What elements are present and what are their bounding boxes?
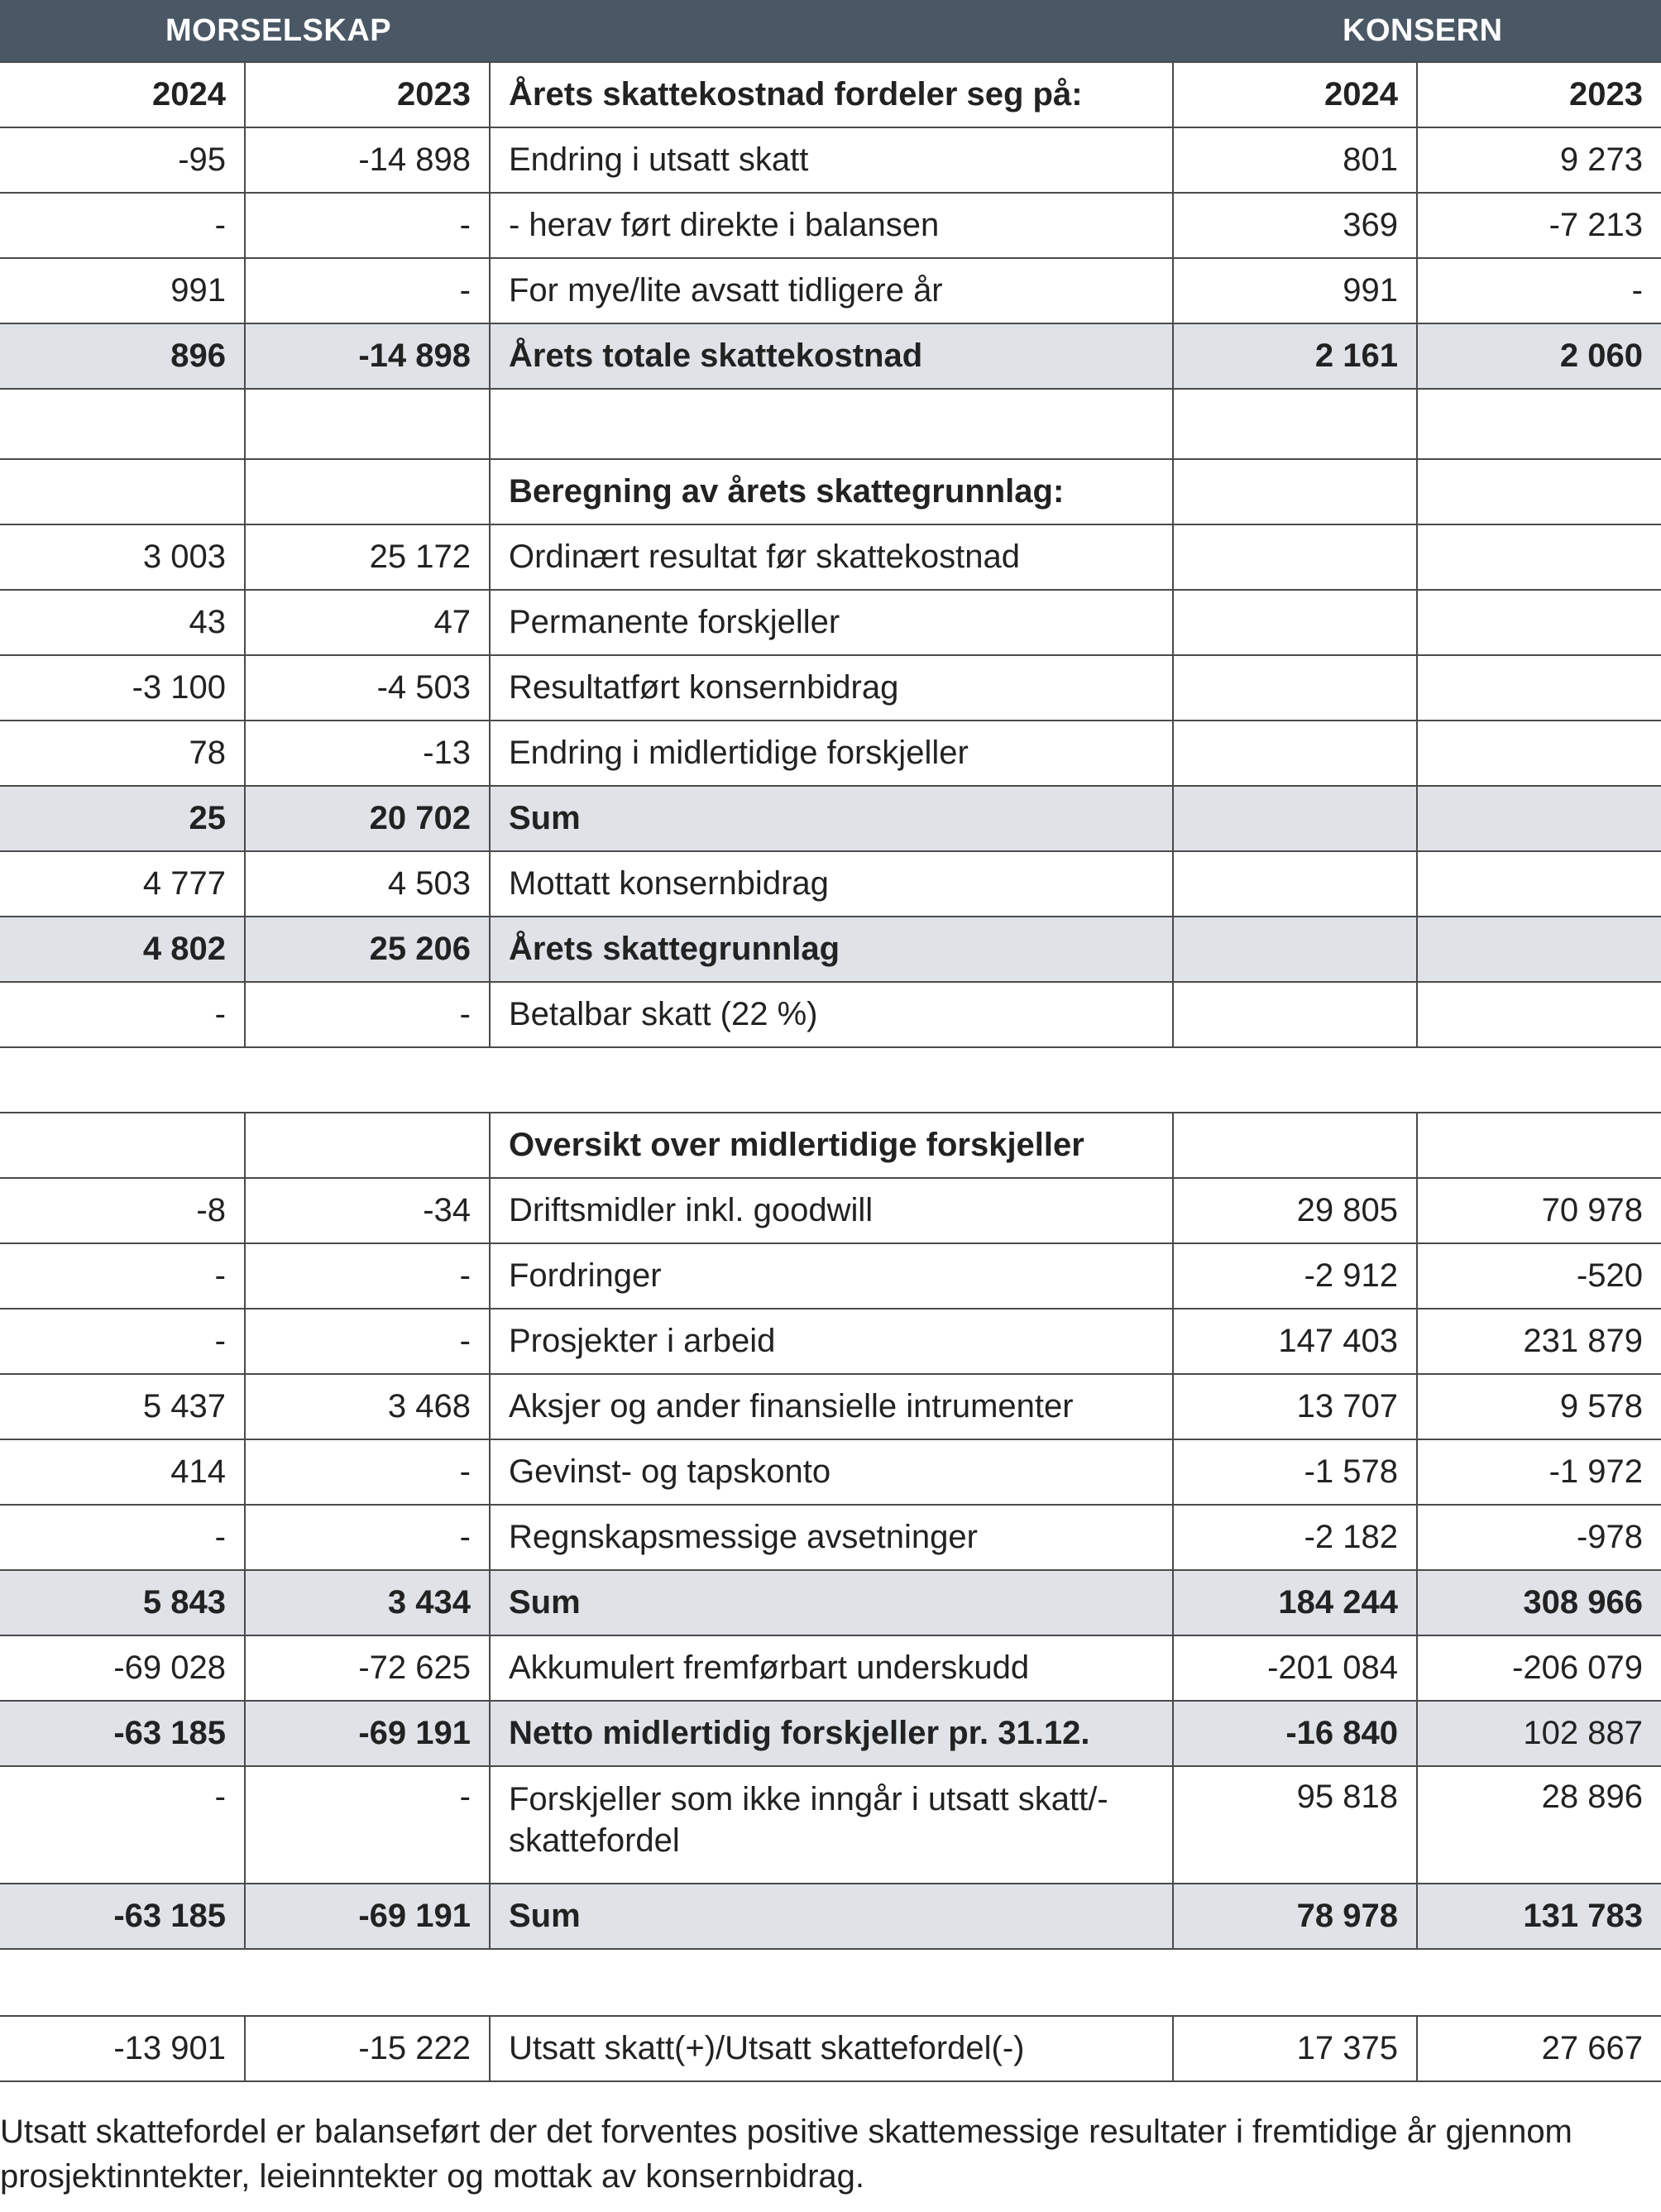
konsern-2024-cell xyxy=(1173,786,1417,851)
konsern-2024-cell: -1 578 xyxy=(1173,1439,1417,1505)
row-label-cell: Ordinært resultat før skattekostnad xyxy=(490,524,1173,590)
konsern-2024-cell: 991 xyxy=(1173,258,1417,323)
row-label-cell: Resultatført konsernbidrag xyxy=(490,655,1173,721)
konsern-2024-cell xyxy=(1173,524,1417,590)
row-label-cell: Sum xyxy=(490,786,1173,851)
konsern-2024-cell: 184 244 xyxy=(1173,1570,1417,1635)
morselskap-2024-cell: -13 901 xyxy=(0,2016,245,2081)
table-row xyxy=(0,1884,1661,1949)
row-label-cell: Sum xyxy=(490,1570,1173,1635)
footnote-text: Utsatt skattefordel er balanseført der det forventes positive skattemessige resultater i fremtidige år gjennom prosjektinntekter, leieinntekter og mottak av konsernbidrag. xyxy=(0,2114,1572,2195)
konsern-2024-cell xyxy=(1173,721,1417,786)
morselskap-2024-cell: 414 xyxy=(0,1439,245,1505)
morselskap-2023-cell: -15 222 xyxy=(245,2016,490,2081)
konsern-2024-cell xyxy=(1173,917,1417,982)
morselskap-2023-cell: 4 503 xyxy=(245,851,490,917)
morselskap-2023-cell: - xyxy=(245,1243,490,1309)
tax-table-body xyxy=(0,62,1661,2081)
konsern-2023-cell xyxy=(1417,917,1661,982)
row-label-cell: Driftsmidler inkl. goodwill xyxy=(490,1178,1173,1243)
row-label-cell: Regnskapsmessige avsetninger xyxy=(490,1505,1173,1570)
row-label-cell xyxy=(490,389,1173,459)
table-row xyxy=(0,323,1661,389)
row-label-cell: Forskjeller som ikke inngår i utsatt skatt/-skattefordel xyxy=(490,1766,1173,1884)
morselskap-2023-cell: -4 503 xyxy=(245,655,490,721)
morselskap-2024-cell: 5 437 xyxy=(0,1374,245,1439)
morselskap-2023-cell: 20 702 xyxy=(245,786,490,851)
konsern-2023-cell: -520 xyxy=(1417,1243,1661,1309)
morselskap-2024-cell: -63 185 xyxy=(0,1701,245,1766)
konsern-2024-cell: 95 818 xyxy=(1173,1766,1417,1884)
table-row xyxy=(0,851,1661,917)
konsern-2023-cell: 2 060 xyxy=(1417,323,1661,389)
morselskap-2024-cell: 991 xyxy=(0,258,245,323)
konsern-2024-cell: -2 182 xyxy=(1173,1505,1417,1570)
morselskap-2023-cell: -72 625 xyxy=(245,1635,490,1701)
konsern-2024-cell: 2024 xyxy=(1173,62,1417,127)
morselskap-2023-cell: -34 xyxy=(245,1178,490,1243)
morselskap-2023-cell: - xyxy=(245,1766,490,1884)
konsern-2023-cell: 2023 xyxy=(1417,62,1661,127)
konsern-2023-cell: 9 273 xyxy=(1417,127,1661,193)
morselskap-2024-cell: -8 xyxy=(0,1178,245,1243)
konsern-2024-cell: 147 403 xyxy=(1173,1309,1417,1374)
morselskap-2024-cell xyxy=(0,459,245,524)
row-label-cell: Beregning av årets skattegrunnlag: xyxy=(490,459,1173,524)
morselskap-2024-cell: 78 xyxy=(0,721,245,786)
morselskap-2024-cell: -63 185 xyxy=(0,1884,245,1949)
morselskap-2024-cell: - xyxy=(0,1309,245,1374)
table-row xyxy=(0,1047,1661,1113)
konsern-2023-cell: 70 978 xyxy=(1417,1178,1661,1243)
table-row xyxy=(0,590,1661,655)
row-label-cell: Oversikt over midlertidige forskjeller xyxy=(490,1113,1173,1178)
konsern-2023-cell: -206 079 xyxy=(1417,1635,1661,1701)
konsern-2024-cell: 369 xyxy=(1173,193,1417,258)
spacer-cell xyxy=(0,1047,1661,1113)
morselskap-2024-cell: 4 802 xyxy=(0,917,245,982)
morselskap-2023-cell: - xyxy=(245,1439,490,1505)
morselskap-2023-cell xyxy=(245,1113,490,1178)
konsern-2024-cell xyxy=(1173,389,1417,459)
morselskap-2023-cell: 25 172 xyxy=(245,524,490,590)
morselskap-heading: MORSELSKAP xyxy=(165,13,392,48)
row-label-cell: Gevinst- og tapskonto xyxy=(490,1439,1173,1505)
morselskap-2023-cell: - xyxy=(245,1309,490,1374)
table-row xyxy=(0,786,1661,851)
table-row xyxy=(0,982,1661,1047)
morselskap-2023-cell: 47 xyxy=(245,590,490,655)
morselskap-2023-cell: - xyxy=(245,1505,490,1570)
morselskap-2024-cell: - xyxy=(0,982,245,1047)
konsern-2023-cell xyxy=(1417,524,1661,590)
morselskap-2024-cell: 896 xyxy=(0,323,245,389)
morselskap-2024-cell: 4 777 xyxy=(0,851,245,917)
konsern-2023-cell xyxy=(1417,721,1661,786)
konsern-2023-cell: 131 783 xyxy=(1417,1884,1661,1949)
morselskap-2023-cell xyxy=(245,389,490,459)
table-row xyxy=(0,721,1661,786)
konsern-2023-cell xyxy=(1417,459,1661,524)
table-row xyxy=(0,1766,1661,1884)
table-row xyxy=(0,524,1661,590)
konsern-2023-cell xyxy=(1417,655,1661,721)
table-row xyxy=(0,389,1661,459)
morselskap-2024-cell: -69 028 xyxy=(0,1635,245,1701)
konsern-2023-cell: -1 972 xyxy=(1417,1439,1661,1505)
morselskap-2023-cell: -69 191 xyxy=(245,1884,490,1949)
table-row xyxy=(0,127,1661,193)
morselskap-2024-cell: - xyxy=(0,193,245,258)
morselskap-2024-cell: - xyxy=(0,1505,245,1570)
row-label-cell: Aksjer og ander finansielle intrumenter xyxy=(490,1374,1173,1439)
konsern-2023-cell: - xyxy=(1417,258,1661,323)
konsern-2023-cell: -7 213 xyxy=(1417,193,1661,258)
table-row xyxy=(0,62,1661,127)
row-label-cell: Prosjekter i arbeid xyxy=(490,1309,1173,1374)
konsern-2024-cell: 78 978 xyxy=(1173,1884,1417,1949)
row-label-cell: Årets totale skattekostnad xyxy=(490,323,1173,389)
table-row xyxy=(0,2016,1661,2081)
row-label-cell: Betalbar skatt (22 %) xyxy=(490,982,1173,1047)
table-row xyxy=(0,1374,1661,1439)
morselskap-2024-cell: - xyxy=(0,1766,245,1884)
morselskap-2023-cell: 3 434 xyxy=(245,1570,490,1635)
morselskap-2024-cell: - xyxy=(0,1243,245,1309)
konsern-2024-cell xyxy=(1173,590,1417,655)
table-row xyxy=(0,655,1661,721)
table-row xyxy=(0,193,1661,258)
table-row xyxy=(0,258,1661,323)
table-row xyxy=(0,1178,1661,1243)
tax-table xyxy=(0,61,1661,2082)
morselskap-2023-cell: 3 468 xyxy=(245,1374,490,1439)
table-row xyxy=(0,1570,1661,1635)
morselskap-2024-cell: 3 003 xyxy=(0,524,245,590)
konsern-2024-cell xyxy=(1173,1113,1417,1178)
morselskap-2024-cell: 5 843 xyxy=(0,1570,245,1635)
morselskap-2024-cell: 2024 xyxy=(0,62,245,127)
morselskap-2023-cell: -69 191 xyxy=(245,1701,490,1766)
konsern-2024-cell xyxy=(1173,655,1417,721)
konsern-2024-cell: 13 707 xyxy=(1173,1374,1417,1439)
konsern-2024-cell: -201 084 xyxy=(1173,1635,1417,1701)
konsern-2023-cell: 27 667 xyxy=(1417,2016,1661,2081)
konsern-2023-cell: 231 879 xyxy=(1417,1309,1661,1374)
konsern-2024-cell xyxy=(1173,982,1417,1047)
konsern-2023-cell xyxy=(1417,786,1661,851)
table-row xyxy=(0,1701,1661,1766)
row-label-cell: For mye/lite avsatt tidligere år xyxy=(490,258,1173,323)
konsern-2023-cell: 308 966 xyxy=(1417,1570,1661,1635)
morselskap-2024-cell xyxy=(0,389,245,459)
morselskap-2023-cell: - xyxy=(245,193,490,258)
konsern-2023-cell: -978 xyxy=(1417,1505,1661,1570)
morselskap-2023-cell: -14 898 xyxy=(245,127,490,193)
konsern-heading: KONSERN xyxy=(1343,13,1503,48)
morselskap-2024-cell: -95 xyxy=(0,127,245,193)
morselskap-2024-cell xyxy=(0,1113,245,1178)
konsern-2024-cell: -2 912 xyxy=(1173,1243,1417,1309)
row-label-cell: Akkumulert fremførbart underskudd xyxy=(490,1635,1173,1701)
konsern-2023-cell xyxy=(1417,590,1661,655)
spacer-cell xyxy=(0,1949,1661,2016)
table-row xyxy=(0,1439,1661,1505)
table-row xyxy=(0,1949,1661,2016)
row-label-cell: Endring i midlertidige forskjeller xyxy=(490,721,1173,786)
morselskap-2023-cell xyxy=(245,459,490,524)
konsern-2023-cell: 28 896 xyxy=(1417,1766,1661,1884)
morselskap-2023-cell: - xyxy=(245,982,490,1047)
konsern-2023-cell: 9 578 xyxy=(1417,1374,1661,1439)
konsern-2023-cell xyxy=(1417,982,1661,1047)
morselskap-2024-cell: 25 xyxy=(0,786,245,851)
konsern-2023-cell xyxy=(1417,1113,1661,1178)
row-label-cell: Endring i utsatt skatt xyxy=(490,127,1173,193)
morselskap-2023-cell: 25 206 xyxy=(245,917,490,982)
konsern-2024-cell: 2 161 xyxy=(1173,323,1417,389)
row-label-cell: Utsatt skatt(+)/Utsatt skattefordel(-) xyxy=(490,2016,1173,2081)
konsern-2023-cell xyxy=(1417,851,1661,917)
row-label-cell: Mottatt konsernbidrag xyxy=(490,851,1173,917)
konsern-2024-cell xyxy=(1173,459,1417,524)
table-row xyxy=(0,1635,1661,1701)
table-row xyxy=(0,917,1661,982)
morselskap-2023-cell: 2023 xyxy=(245,62,490,127)
row-label-cell: Sum xyxy=(490,1884,1173,1949)
morselskap-2023-cell: -13 xyxy=(245,721,490,786)
table-row xyxy=(0,459,1661,524)
row-label-cell: Årets skattekostnad fordeler seg på: xyxy=(490,62,1173,127)
table-row xyxy=(0,1113,1661,1178)
row-label-cell: Fordringer xyxy=(490,1243,1173,1309)
konsern-2024-cell: 17 375 xyxy=(1173,2016,1417,2081)
row-label-cell: Netto midlertidig forskjeller pr. 31.12. xyxy=(490,1701,1173,1766)
konsern-2023-cell: 102 887 xyxy=(1417,1701,1661,1766)
table-row xyxy=(0,1243,1661,1309)
morselskap-2024-cell: -3 100 xyxy=(0,655,245,721)
table-header-bar xyxy=(0,0,1661,61)
morselskap-2023-cell: -14 898 xyxy=(245,323,490,389)
morselskap-2023-cell: - xyxy=(245,258,490,323)
konsern-2024-cell: -16 840 xyxy=(1173,1701,1417,1766)
row-label-cell: Årets skattegrunnlag xyxy=(490,917,1173,982)
row-label-cell: - herav ført direkte i balansen xyxy=(490,193,1173,258)
konsern-2024-cell xyxy=(1173,851,1417,917)
table-row xyxy=(0,1309,1661,1374)
table-row xyxy=(0,1505,1661,1570)
morselskap-2024-cell: 43 xyxy=(0,590,245,655)
konsern-2023-cell xyxy=(1417,389,1661,459)
row-label-cell: Permanente forskjeller xyxy=(490,590,1173,655)
konsern-2024-cell: 801 xyxy=(1173,127,1417,193)
konsern-2024-cell: 29 805 xyxy=(1173,1178,1417,1243)
